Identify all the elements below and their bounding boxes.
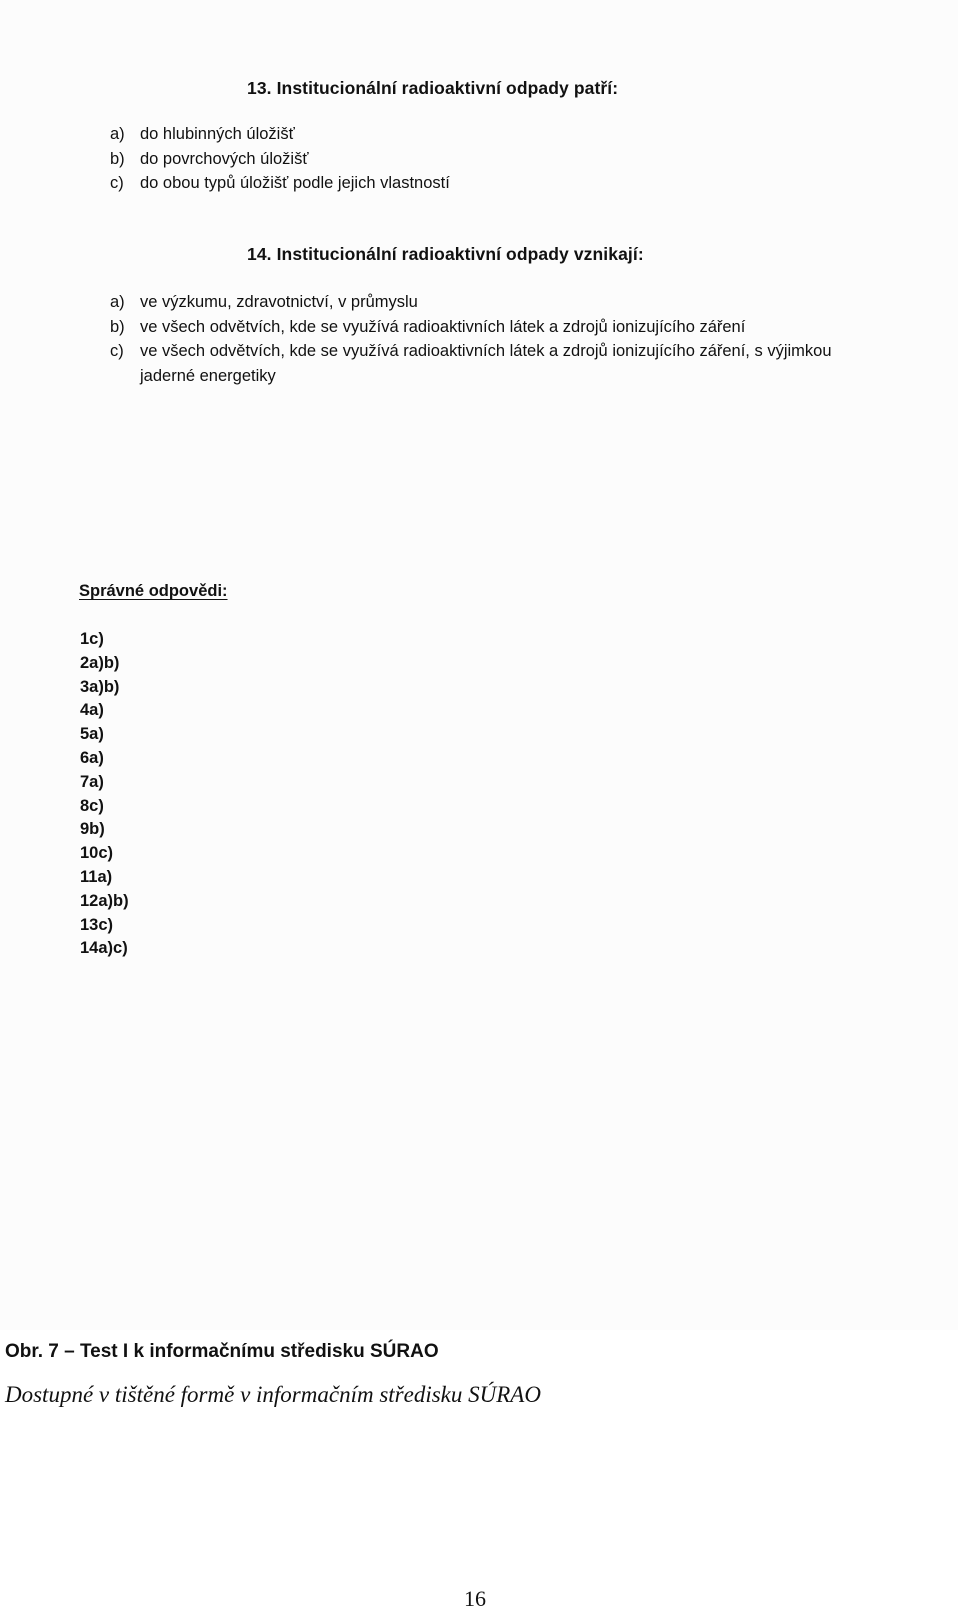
question-14-option-a [110,290,870,315]
answer-item: 8c) [80,796,104,815]
answer-item: 14a)c) [80,939,128,958]
answer-item: 10c) [80,844,114,863]
option-letter: a) [110,293,125,311]
option-text: do povrchových úložišť [140,149,309,168]
option-letter: c) [110,174,124,192]
figure-caption: Obr. 7 – Test I k informačnímu středisku SÚRAO [5,1341,439,1362]
question-13-option-b [110,147,870,172]
answer-item: 13c) [80,915,114,934]
answer-item: 2a)b) [80,653,120,672]
option-text: ve všech odvětvích, kde se využívá radioaktivních látek a zdrojů ionizujícího záření [140,317,746,336]
answer-item: 9b) [80,820,105,839]
figure-source: Dostupné v tištěné formě v informačním středisku SÚRAO [5,1382,541,1407]
question-14-options [110,290,870,388]
answers-heading: Správné odpovědi: [79,582,228,600]
option-text: do obou typů úložišť podle jejich vlastností [140,174,450,192]
answer-item: 11a) [80,867,113,886]
question-14-option-c [110,339,870,388]
option-letter: c) [110,342,124,360]
answer-item: 6a) [80,748,104,767]
option-letter: b) [110,149,125,168]
answer-item: 1c) [80,630,104,648]
question-14-title: 14. Institucionální radioaktivní odpady vznikají: [247,244,644,264]
option-text: do hlubinných úložišť [140,125,295,143]
option-letter: b) [110,317,125,336]
answer-item: 3a)b) [80,677,120,696]
question-13-title: 13. Institucionální radioaktivní odpady patří: [247,78,619,98]
option-text: ve všech odvětvích, kde se využívá radioaktivních látek a zdrojů ionizujícího záření, s výjimkou jaderné energetiky [140,342,832,385]
option-letter: a) [110,125,125,143]
question-13-option-c [110,171,870,196]
answers-list [80,628,129,961]
question-13-option-a [110,122,870,147]
page-number: 16 [464,1586,486,1611]
answer-item: 4a) [80,701,104,720]
answer-item: 5a) [80,725,104,744]
question-14-option-b [110,315,870,340]
answer-item: 7a) [80,772,104,791]
answer-item: 12a)b) [80,891,129,910]
question-13-options [110,122,870,196]
option-text: ve výzkumu, zdravotnictví, v průmyslu [140,293,418,311]
